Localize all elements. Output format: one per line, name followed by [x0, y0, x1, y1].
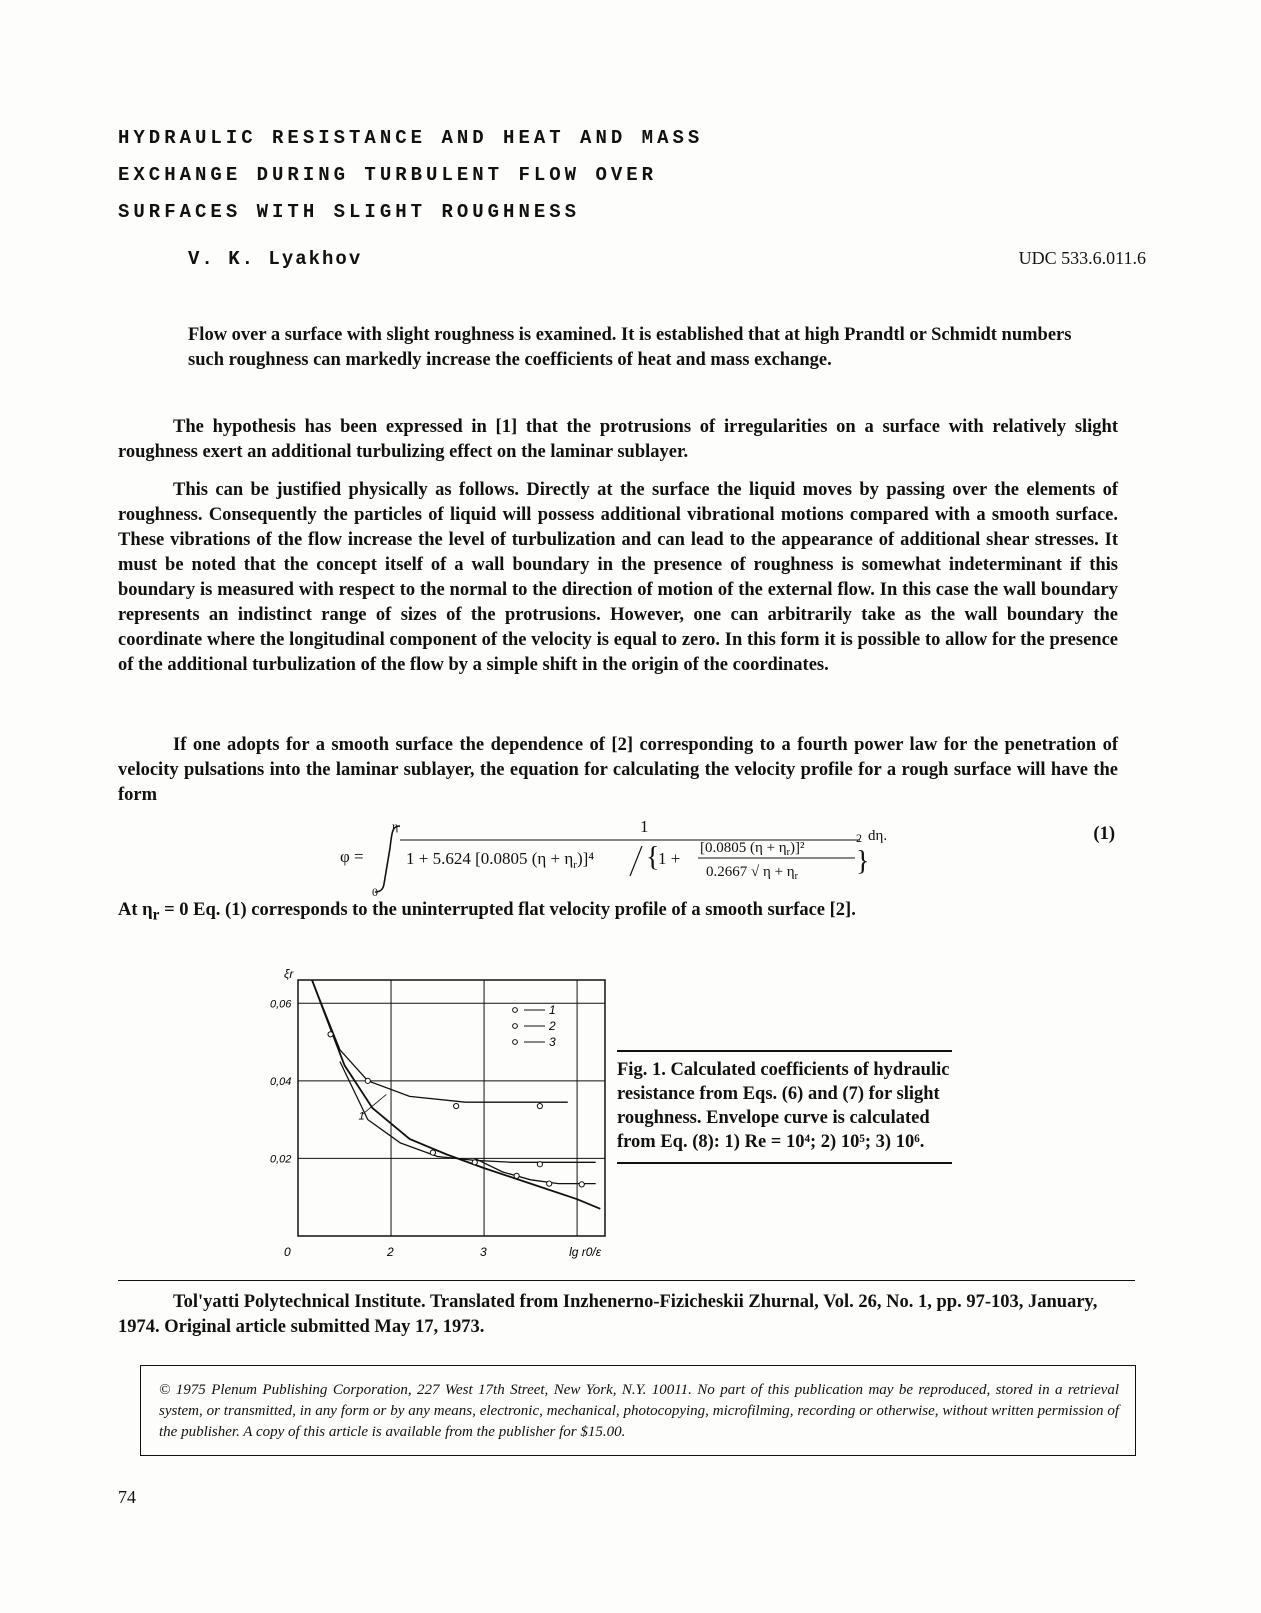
eq-inner-open: 1 + [658, 849, 681, 868]
legend-label: 3 [549, 1035, 556, 1049]
paragraph-text: This can be justified physically as follows. Directly at the surface the liquid moves by passing over the elements of roughness. Consequently the particles of liquid will possess additional vibrational motions compared with a smooth surface. These vibrations of the flow increase the level of turbulization and can lead to the appearance of additional shear stresses. It must be noted that the concept itself of a wall boundary in the presence of roughness is somewhat indeterminant if this boundary is measured with respect to the normal to the direction of motion of the external flow. In this case the wall boundary represents an indistinct range of sizes of the protrusions. However, one can arbitrarily take as the wall boundary the coordinate where the longitudinal component of the velocity is equal to zero. In this form it is possible to allow for the presence of the additional turbulization of the flow by a simple shift in the origin of the coordinates. [118, 480, 1118, 675]
eq-brace-open: { [646, 842, 660, 873]
integral-sign [375, 826, 400, 892]
eq-differential: dη. [868, 828, 888, 844]
eq-denominator: 1 + 5.624 [0.0805 $(\eta + \eta_r)]^4$ [406, 849, 595, 871]
data-point-1 [537, 1103, 542, 1108]
data-point-1 [454, 1103, 459, 1108]
legend-label: 2 [549, 1019, 556, 1033]
after-eq-sub: r [152, 906, 160, 924]
data-point-1 [328, 1032, 333, 1037]
legend-marker [513, 1008, 518, 1013]
data-point-3 [579, 1182, 584, 1187]
plot-frame [298, 980, 605, 1236]
title-line: EXCHANGE DURING TURBULENT FLOW OVER [118, 164, 658, 186]
copyright-notice: © 1975 Plenum Publishing Corporation, 227 West 17th Street, New York, N.Y. 10011. No part of this publication may be reproduced, stored in a retrieval system, or transmitted, in any form or by any means, electronic, mechanical, photocopying, microfilming, recording or otherwise, without written permission of the publisher. A copy of this article is available from the publisher for $15.00. [140, 1365, 1136, 1456]
data-point-2 [472, 1160, 477, 1165]
eq-exponent: 2 [856, 831, 862, 845]
paragraph-3 [118, 733, 1118, 808]
after-eq-rest: = 0 Eq. (1) corresponds to the uninterrupted flat velocity profile of a smooth surface [2]. [159, 900, 856, 920]
data-point-3 [547, 1181, 552, 1186]
data-point-2 [430, 1150, 435, 1155]
eq-upper-limit: η [392, 819, 399, 833]
eq-slash [630, 846, 642, 876]
figure-1-caption: Fig. 1. Calculated coefficients of hydraulic resistance from Eqs. (6) and (7) for slight roughness. Envelope curve is calculated from Eq. (8): 1) Re = 10⁴; 2) 10⁵; 3) 10⁶. [617, 1050, 952, 1164]
title-line: HYDRAULIC RESISTANCE AND HEAT AND MASS [118, 127, 704, 149]
data-point-3 [514, 1173, 519, 1178]
eq-numerator: 1 [640, 818, 649, 836]
article-title [118, 120, 878, 231]
paragraph-1 [118, 415, 1118, 465]
y-axis-label: ξr [284, 968, 294, 981]
x-tick-label: 3 [480, 1245, 487, 1259]
paragraph-text: The hypothesis has been expressed in [1] that the protrusions of irregularities on a surface with relatively slight roughness exert an additional turbulizing effect on the laminar sublayer. [118, 417, 1118, 462]
data-point-2 [537, 1162, 542, 1167]
x-axis-label: lg r0/ε [569, 1245, 602, 1259]
eq-brace-close: } [856, 846, 870, 877]
author: V. K. Lyakhov [188, 248, 363, 270]
figure-1-chart [260, 968, 620, 1268]
legend-marker [513, 1024, 518, 1029]
data-point-1 [365, 1078, 370, 1083]
footnote: Tol'yatti Polytechnical Institute. Translated from Inzhenerno-Fizicheskii Zhurnal, Vol. 26, No. 1, pp. 97-103, January, 1974. Original article submitted May 17, 1973. [118, 1292, 1098, 1337]
x-tick-label: 0 [284, 1245, 291, 1259]
eq-inner-denominator: 0.2667 √ $\eta + \eta_r$ [706, 864, 798, 882]
eq-lower-limit: 0 [372, 885, 378, 898]
curve-annotation: 1 [358, 1110, 365, 1123]
x-tick-label: 2 [387, 1245, 394, 1259]
y-tick-label: 0,06 [270, 998, 292, 1011]
abstract: Flow over a surface with slight roughness is examined. It is established that at high Prandtl or Schmidt numbers such roughness can markedly increase the coefficients of heat and mass exchange. [188, 325, 1072, 370]
y-tick-label: 0,04 [270, 1075, 292, 1088]
paragraph-after-equation [118, 900, 1118, 925]
paragraph-2 [118, 478, 1118, 678]
eq-lhs: φ = [340, 847, 364, 866]
legend-marker [513, 1040, 518, 1045]
page-number: 74 [118, 1487, 136, 1507]
title-line: SURFACES WITH SLIGHT ROUGHNESS [118, 201, 581, 223]
y-tick-label: 0,02 [270, 1153, 292, 1166]
after-eq-prefix: At η [118, 900, 153, 920]
udc-code: UDC 533.6.011.6 [1018, 248, 1146, 268]
equation-number: (1) [1093, 824, 1115, 844]
legend-label: 1 [549, 1003, 556, 1017]
eq-inner-numerator: [0.0805 $(\eta + \eta_r)]^2$ [700, 840, 805, 858]
equation-1 [340, 818, 900, 898]
paragraph-text: If one adopts for a smooth surface the dependence of [2] corresponding to a fourth power law for the penetration of velocity pulsations into the laminar sublayer, the equation for calculating the velocity profile for a rough surface will have the form [118, 735, 1118, 805]
footnote-divider [118, 1280, 1135, 1281]
